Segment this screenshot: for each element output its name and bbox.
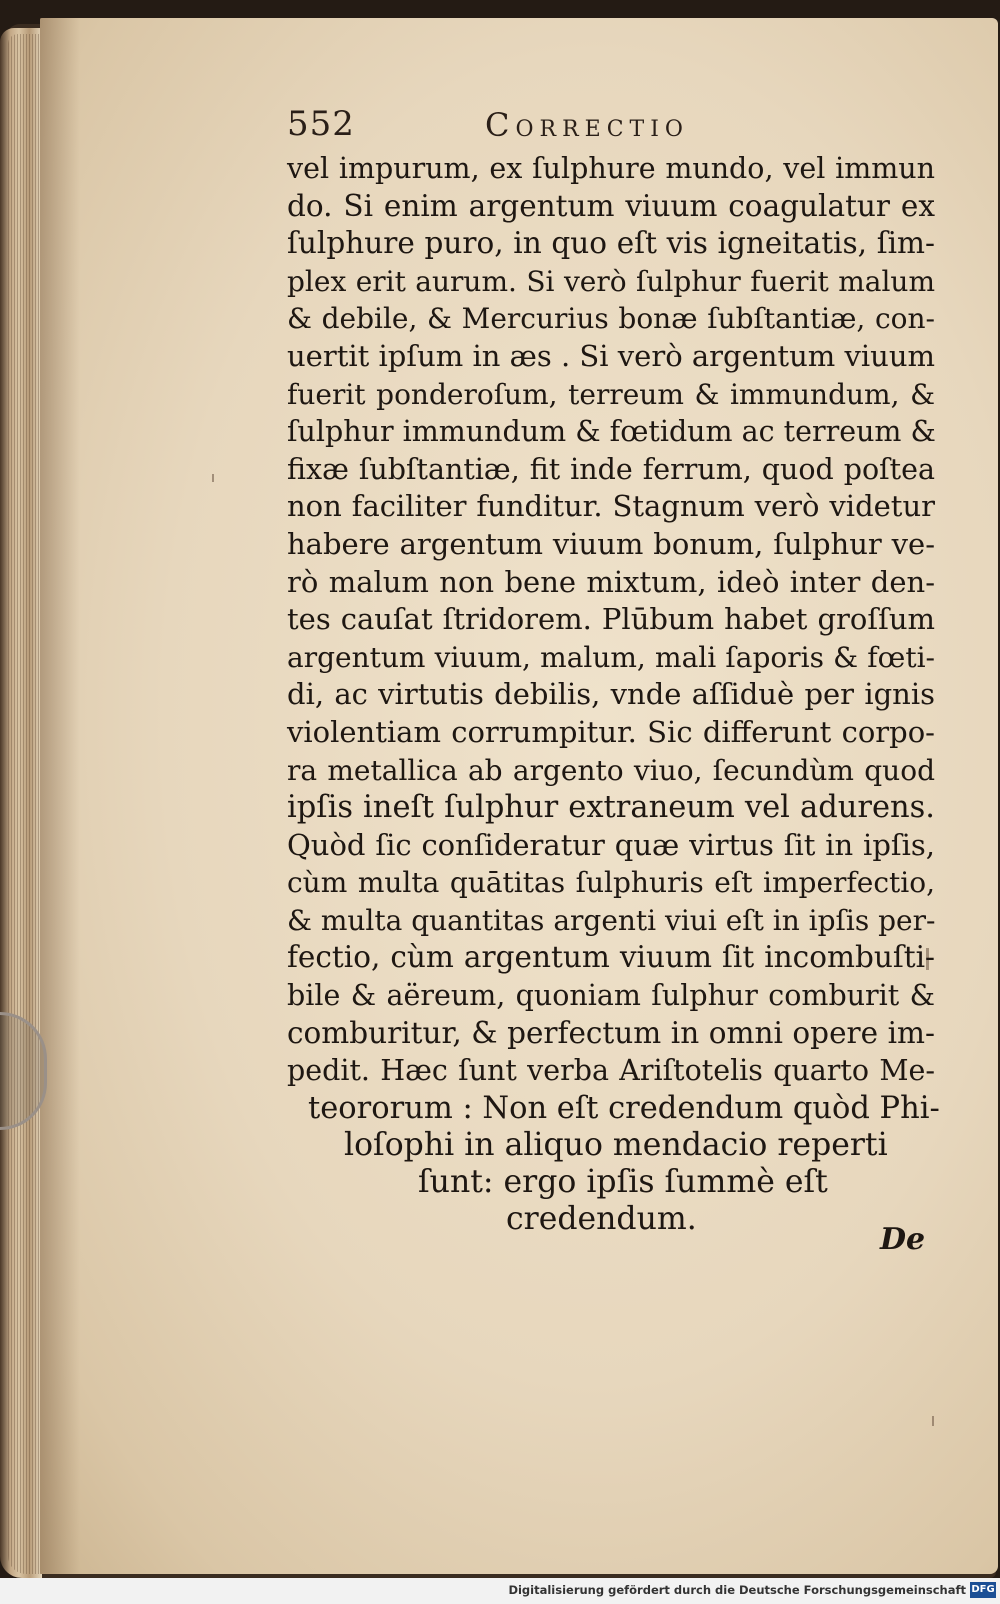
text-line: violentiam corrumpitur. Sic differunt corpo- <box>287 714 935 749</box>
paper-speck <box>932 1416 934 1426</box>
tail-line: loſophi in aliquo mendacio reperti <box>344 1127 888 1163</box>
text-line: ſulphure puro, in quo eſt vis igneitatis, ſim- <box>287 226 935 261</box>
paper-speck <box>212 474 214 482</box>
text-line: fectio, cùm argentum viuum ſit incombuſti- <box>287 940 935 975</box>
text-line: tes cauſat ſtridorem. Plūbum habet groſſum <box>287 602 935 637</box>
text-line: habere argentum viuum bonum, ſulphur ve- <box>287 526 935 561</box>
text-line: do. Si enim argentum viuum coagulatur ex <box>287 188 935 223</box>
dfg-logo: DFG <box>970 1582 996 1598</box>
digitization-footer <box>0 1578 1000 1604</box>
body-text <box>287 150 935 1090</box>
page-gutter-shadow <box>40 18 80 1574</box>
text-line: plex erit aurum. Si verò ſulphur fuerit malum <box>287 264 935 298</box>
text-line: & multa quantitas argenti viui eſt in ipſis per- <box>287 903 936 937</box>
text-line: non faciliter funditur. Stagnum verò videtur <box>287 489 935 524</box>
text-line: ra metallica ab argento viuo, ſecundùm quod <box>287 753 935 787</box>
tail-line: teororum : Non eſt credendum quòd Phi- <box>308 1091 940 1126</box>
text-line: & debile, & Mercurius bonæ ſubſtantiæ, con- <box>287 302 935 336</box>
running-head <box>287 104 927 154</box>
text-line: cùm multa quātitas ſulphuris eſt imperfectio, <box>287 866 935 900</box>
text-line: argentum viuum, malum, mali ſaporis & fœti- <box>287 640 935 674</box>
page-number: 552 <box>287 104 355 144</box>
text-line: ſulphur immundum & fœtidum ac terreum & <box>287 415 936 449</box>
catchword: De <box>880 1222 926 1257</box>
text-line: uertit ipſum in æs . Si verò argentum viuum <box>287 338 935 373</box>
text-line: Quòd ſic conſideratur quæ virtus ſit in ipſis, <box>287 827 935 862</box>
text-line: vel impurum, ex ſulphure mundo, vel immun <box>287 152 935 185</box>
text-line: comburitur, & perfectum in omni opere im- <box>287 1015 935 1050</box>
page-stack-lines <box>8 34 40 1574</box>
tail-line: credendum. <box>506 1201 697 1237</box>
running-head-title: Correctio <box>485 106 689 144</box>
text-line: rò malum non bene mixtum, ideò inter den- <box>287 564 935 599</box>
footer-credit: Digitalisierung gefördert durch die Deutsche Forschungsgemeinschaft <box>508 1583 966 1597</box>
text-line: di, ac virtutis debilis, vnde aſſiduè per ignis <box>287 677 935 712</box>
text-line: bile & aëreum, quoniam ſulphur comburit & <box>287 979 935 1013</box>
text-line: ipſis ineſt ſulphur extraneum vel adurens. <box>287 790 935 826</box>
text-line: fixæ ſubſtantiæ, fit inde ferrum, quod poſtea <box>287 452 935 486</box>
text-line: pedit. Hæc ſunt verba Ariſtotelis quarto Me- <box>287 1054 935 1088</box>
tail-line: ſunt: ergo ipſis ſummè eſt <box>418 1164 828 1200</box>
text-line: fuerit ponderoſum, terreum & immundum, & <box>287 377 935 411</box>
